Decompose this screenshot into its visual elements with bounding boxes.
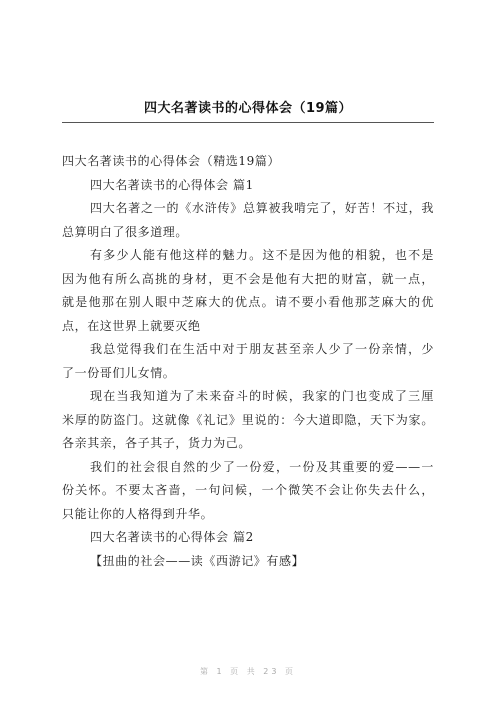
paragraph-line: 四大名著之一的《水浒传》总算被我啃完了，好苦！不过，我 <box>90 201 434 215</box>
paragraph-line: 我总觉得我们在生活中对于朋友甚至亲人少了一份亲情，少 <box>90 342 434 356</box>
title-divider <box>62 122 434 123</box>
paragraph-line: 份关怀。不要太吝啬，一句问候，一个微笑不会让你失去什么， <box>62 483 434 497</box>
paragraph-line: 只能让你的人格得到升华。 <box>62 506 214 521</box>
section-subtitle: 【扭曲的社会——读《西游记》有感】 <box>90 553 305 568</box>
paragraph-line: 现在当我知道为了未来奋斗的时候，我家的门也变成了三厘 <box>90 389 434 403</box>
paragraph-line: 点，在这世界上就要灭绝 <box>62 318 201 333</box>
page-footer: 第 1 页 共 23 页 <box>200 667 296 676</box>
paragraph-line: 我们的社会很自然的少了一份爱，一份及其重要的爱——一 <box>90 459 434 474</box>
section-heading-2: 四大名著读书的心得体会 篇2 <box>90 530 254 544</box>
paragraph-line: 各亲其亲，各子其子，货力为己。 <box>62 436 252 450</box>
paragraph-line: 就是他那在别人眼中芝麻大的优点。请不要小看他那芝麻大的优 <box>62 295 434 309</box>
paragraph-line: 了一份哥们儿女情。 <box>62 365 176 380</box>
document-body <box>62 150 434 573</box>
section-heading-1: 四大名著读书的心得体会 篇1 <box>90 177 254 192</box>
subtitle-line: 四大名著读书的心得体会（精选19篇） <box>62 154 281 168</box>
paragraph-line: 总算明白了很多道理。 <box>62 224 189 239</box>
paragraph-line: 有多少人能有他这样的魅力。这不是因为他的相貌，也不是 <box>90 248 434 262</box>
paragraph-line: 因为他有所么高挑的身材，更不会是他有大把的财富，就一点， <box>62 271 434 286</box>
paragraph-line: 米厚的防盗门。这就像《礼记》里说的：今大道即隐，天下为家。 <box>62 412 434 427</box>
document-title: 四大名著读书的心得体会（19篇） <box>143 101 353 116</box>
